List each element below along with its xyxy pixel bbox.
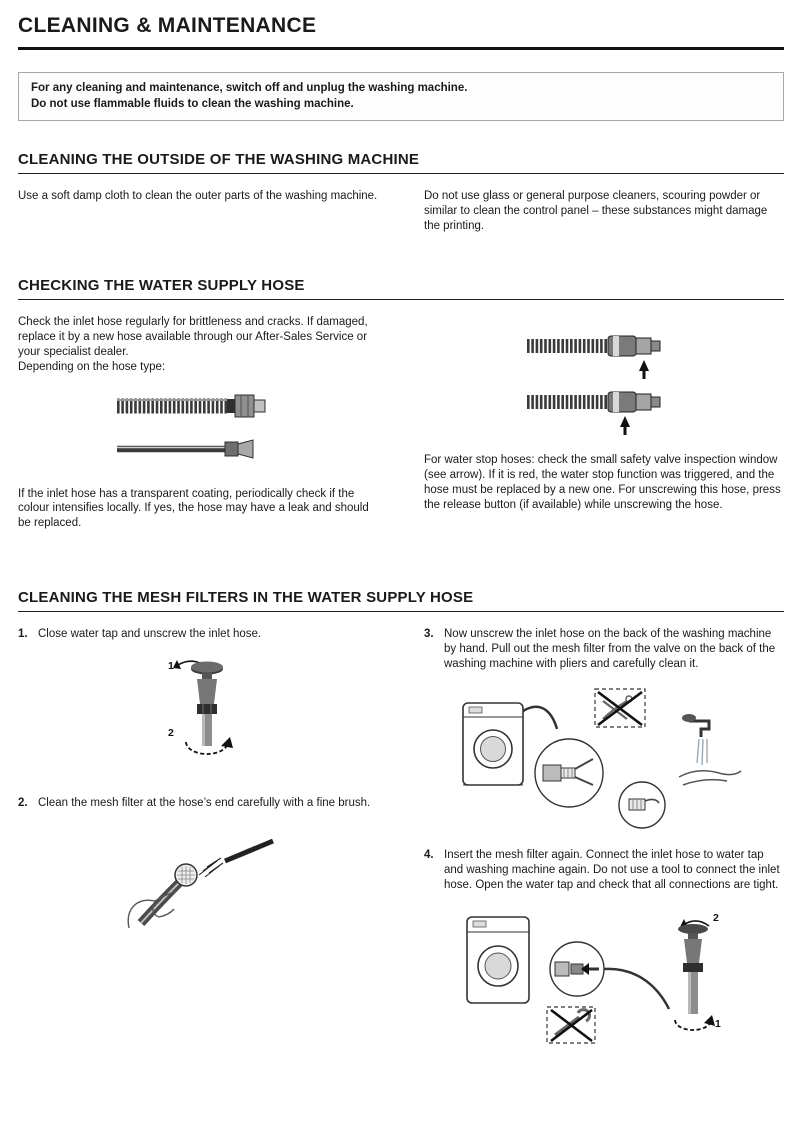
figure-label-open-tap: 2 (713, 911, 719, 924)
remove-filter-illustration (457, 685, 752, 830)
washing-machine-icon (467, 917, 529, 1003)
heading-cleaning-outside: CLEANING THE OUTSIDE OF THE WASHING MACHINE (18, 151, 784, 174)
reconnect-illustration (459, 907, 749, 1057)
figure-label-connect-hose: 1 (715, 1017, 721, 1030)
warning-line-1: For any cleaning and maintenance, switch off and unplug the washing machine. (31, 82, 468, 94)
no-tool-icon (547, 1007, 595, 1043)
warning-line-2: Do not use flammable fluids to clean the washing machine. (31, 97, 354, 110)
water-stop-hose-figure (424, 327, 784, 443)
step-4 (424, 848, 784, 892)
close-tap-figure (18, 656, 378, 774)
step-2-text: Clean the mesh filter at the hose’s end carefully with a fine brush. (38, 796, 371, 809)
washing-machine-icon (463, 703, 523, 785)
hose-right-column (424, 315, 784, 531)
inspection-arrow-icon (620, 416, 630, 427)
rinse-under-tap-icon (679, 714, 741, 785)
step-4-text: Insert the mesh filter again. Connect the inlet hose to water tap and washing machine again. Do not use a tool to connect the inlet hose. Open the water tap and check that all connections are tight. (444, 849, 780, 891)
step-2 (18, 796, 378, 811)
step-3-text: Now unscrew the inlet hose on the back of the washing machine by hand. Pull out the mesh filter from the valve on the back of the washing machine with pliers and carefully clean it. (444, 627, 776, 670)
step-3 (424, 627, 784, 671)
outside-left-paragraph: Use a soft damp cloth to clean the outer parts of the washing machine. (18, 190, 378, 202)
hose-depending-line: Depending on the hose type: (18, 360, 166, 373)
step-4-number: 4. (424, 849, 434, 862)
braided-hose-icon (117, 395, 265, 417)
rotate-arrow-icon (704, 1015, 715, 1026)
figure-label-close-tap: 1 (168, 659, 174, 672)
tap-icon (675, 912, 721, 1030)
section-cleaning-outside (18, 151, 784, 233)
brush-icon (199, 841, 273, 877)
section-water-supply-hose (18, 277, 784, 531)
close-tap-illustration (148, 656, 248, 774)
figure-label-unscrew-hose: 2 (168, 726, 174, 739)
mesh-left-column (18, 627, 378, 1075)
water-stop-hose-bottom-icon (527, 392, 660, 435)
mesh-columns (18, 627, 784, 1075)
heading-mesh-filters: CLEANING THE MESH FILTERS IN THE WATER SUPPLY HOSE (18, 589, 784, 612)
step-1-text: Close water tap and unscrew the inlet hose. (38, 627, 262, 640)
section-mesh-filters (18, 589, 784, 1075)
filter-removal-detail-icon (535, 739, 603, 807)
step-3-number: 3. (424, 627, 434, 640)
water-stop-hoses-illustration (522, 327, 687, 443)
water-stop-paragraph: For water stop hoses: check the small safety valve inspection window (see arrow). If it is red, the water stop function was triggered, and the hose must be replaced by a new one. For unscrewing this hose, press the release button (if available) while unscrewing the hose. (424, 454, 781, 511)
brush-cleaning-figure (18, 831, 378, 931)
page-title: CLEANING & MAINTENANCE (18, 14, 784, 50)
no-pliers-icon (595, 689, 645, 727)
hose-types-figure (18, 389, 378, 469)
hose-left-column (18, 315, 378, 531)
inspection-arrow-icon (639, 360, 649, 371)
mesh-right-column (424, 627, 784, 1075)
reconnect-figure (424, 907, 784, 1057)
step-1 (18, 627, 378, 642)
filter-detail-icon (619, 782, 665, 828)
brush-cleaning-illustration (111, 831, 286, 931)
rotate-arrow-icon (221, 737, 233, 748)
water-stop-hose-top-icon (527, 336, 660, 379)
hose-intro-paragraph: Check the inlet hose regularly for brittleness and cracks. If damaged, replace it by a new hose available through our After-Sales Service or your specialist dealer. (18, 316, 368, 358)
hose-types-illustration (111, 389, 286, 469)
hose-connect-detail-icon (550, 942, 604, 996)
remove-filter-figure (424, 685, 784, 830)
hose-transparent-paragraph: If the inlet hose has a transparent coating, periodically check if the colour intensifies locally. If yes, the hose may have a leak and should be replaced. (18, 487, 369, 530)
step-2-number: 2. (18, 796, 28, 809)
outside-right-paragraph: Do not use glass or general purpose cleaners, scouring powder or similar to clean the control panel – these substances might damage the printing. (424, 190, 768, 232)
smooth-hose-icon (117, 440, 253, 458)
warning-box (18, 72, 784, 121)
step-1-number: 1. (18, 627, 28, 640)
hose-columns (18, 315, 784, 531)
heading-water-supply-hose: CHECKING THE WATER SUPPLY HOSE (18, 277, 784, 300)
outside-columns (18, 189, 784, 233)
